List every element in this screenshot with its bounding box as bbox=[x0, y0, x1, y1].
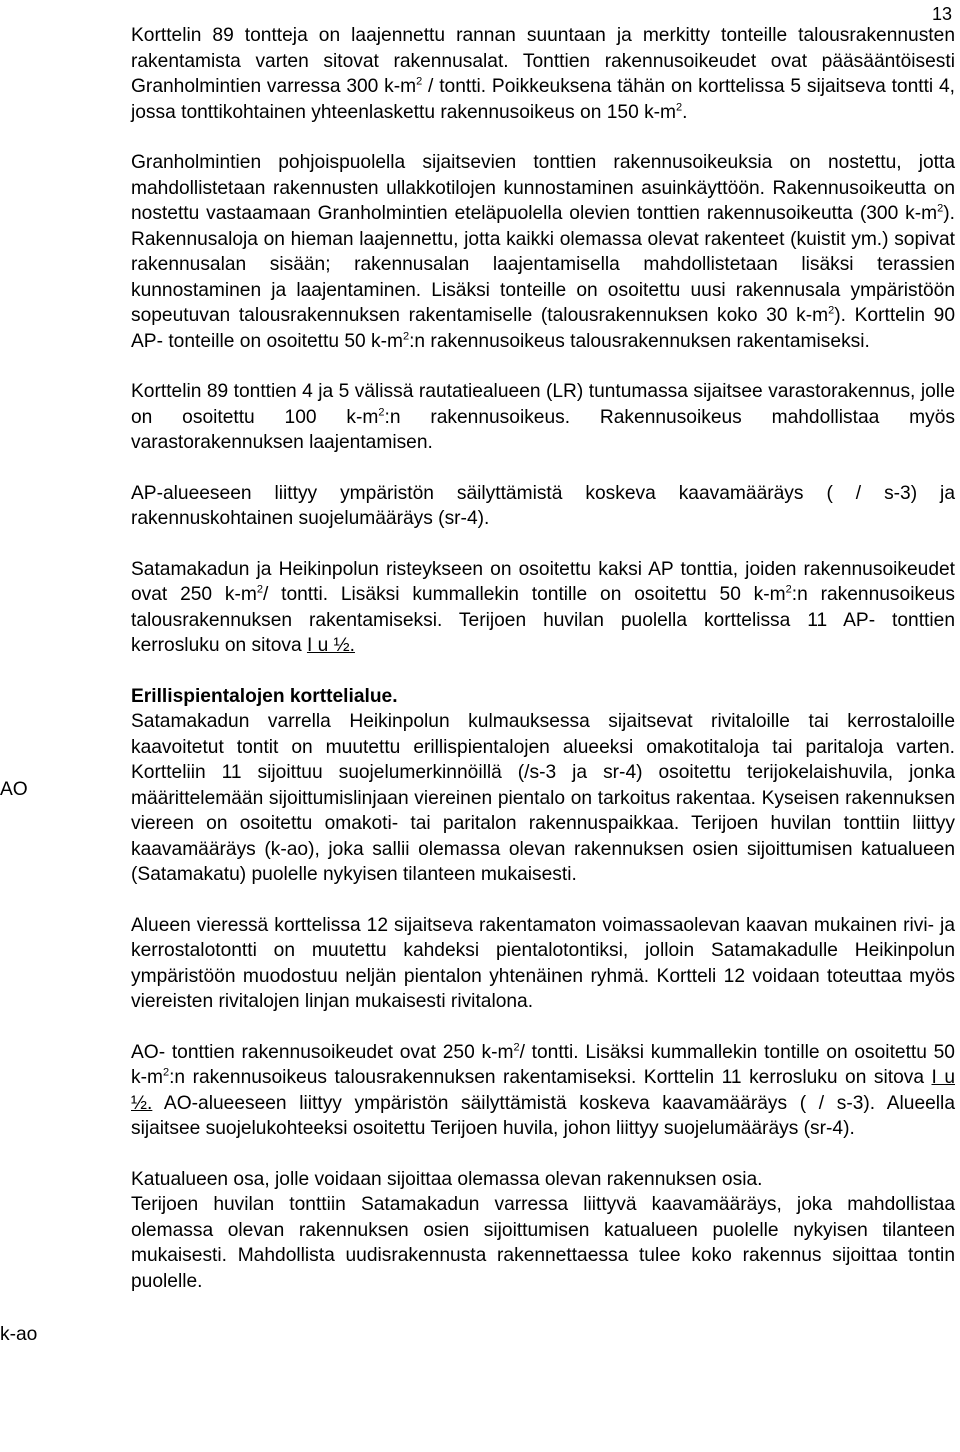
paragraph-granholmintie: Granholmintien pohjoispuolella sijaitsevien tonttien rakennusoikeuksia on nostettu, jotta mahdollistetaan rakennusten ullakkotilojen kunnostaminen asuinkäyttöön. Rakennusoikeutta on nostettu vastaamaan Granholmintien eteläpuolella olevien tonttien rakennusoikeutta (300 $k-m^2$). Rakennusaloja on hieman laajennettu, jotta kaikki olemassa olevat rakenteet (kuistit ym.) sopivat rakennusalan sisään; rakennusalan laajentamisella mahdollistetaan lisäksi terassien kunnostaminen ja laajentaminen. Lisäksi tonteille on osoitettu uusi rakennusala ympäristöön sopeutuvan talousrakennuksen rakentamiselle (talousrakennuksen koko 30 $k-m^2$). Korttelin 90 AP- tonteille on osoitettu 50 $k-m^2:n$ rakennusoikeus talousrakennuksen rakentamiseksi. bbox=[131, 152, 955, 352]
paragraph-ao-description: Satamakadun varrella Heikinpolun kulmauksessa sijaitsevat rivitaloille tai kerrostaloille kaavoitetut tontit on muutettu erillispientalojen alueeksi omakotitaloja tai paritaloja varten. Kortteliin 11 sijoittuu suojelumerkinnöillä (/s-3 ja sr-4) osoitettu terijokelaishuvila, jonka määrittelemään sijoittumislinjaan viereinen pientalo on tarkoitus rakentaa. Kyseisen rakennuksen viereen on osoitettu omakoti- tai paritalon rakennuspaikkaa. Terijoen huvilan tonttiin liittyy kaavamääräys (k-ao), joka sallii olemassa olevan rakennuksen osien sijoittumisen katualueen (Satamakatu) puolelle nykyisen tilanteen mukaisesti. bbox=[131, 711, 955, 885]
paragraph-korttelin-89-tontit: Korttelin 89 tontteja on laajennettu rannan suuntaan ja merkitty tonteille talousrakennusten rakentamista varten sitovat rakennusalat. Tonttien rakennusoikeudet ovat pääsääntöisesti Granholmintien varressa 300 $k-m^2$ / tontti. Poikkeuksena tähän on korttelissa 5 sijaitseva tontti 4, jossa tonttikohtainen yhteenlaskettu rakennusoikeus on 150 $k-m^2$. bbox=[131, 25, 955, 123]
paragraph-k-ao-definition: Katualueen osa, jolle voidaan sijoittaa olemassa olevan rakennuksen osia. bbox=[131, 1168, 763, 1190]
paragraph-varastorakennus: Korttelin 89 tonttien 4 ja 5 välissä rautatiealueen (LR) tuntumassa sijaitsee varastorakennus, jolle on osoitettu 100 $k-m^2:n$ rakennusoikeus. Rakennusoikeus mahdollistaa myös varastorakennuksen laajentamisen. bbox=[131, 381, 956, 453]
zone-label-ao: AO bbox=[0, 779, 28, 800]
paragraph-ao-rakennusoikeus: AO- tonttien rakennusoikeudet ovat 250 $k-m^2/$ tontti. Lisäksi kummallekin tontille on osoitettu 50 $k-m^2:n$ rakennusoikeus talousrakennuksen rakentamiseksi. Korttelin 11 kerrosluku on sitova I u ½. AO-alueeseen liittyy ympäristön säilyttämistä koskeva kaavamääräys ( / s-3). Alueella sijaitsee suojelukohteeksi osoitettu Terijoen huvila, johon liittyy suojelumääräys (sr-4). bbox=[131, 1041, 955, 1139]
paragraph-ap-suojelu: AP-alueeseen liittyy ympäristön säilyttämistä koskeva kaavamääräys ( / s-3) ja rakennuskohtainen suojelumääräys (sr-4). bbox=[131, 482, 955, 529]
paragraph-k-ao-description: Terijoen huvilan tonttiin Satamakadun varressa liittyvä kaavamääräys, joka mahdollistaa olemassa olevan rakennuksen osien sijoittumisen katualueen puolelle nykyisen tilanteen mukaisesti. Mahdollista uudisrakennusta rakennettaessa tulee koko rakennus sijoittaa tontin puolelle. bbox=[131, 1194, 955, 1292]
zone-label-k-ao: k-ao bbox=[0, 1324, 38, 1345]
paragraph-satamakatu-ap: Satamakadun ja Heikinpolun risteykseen on osoitettu kaksi AP tonttia, joiden rakennusoikeudet ovat 250 $k-m^2/$ tontti. Lisäksi kummallekin tontille on osoitettu 50 $k-m^2:n$ rakennusoikeus talousrakennuksen rakentamiseksi. Terijoen huvilan puolella korttelissa 11 AP- tonttien kerrosluku on sitova I u ½. bbox=[131, 558, 955, 656]
page-number: 13 bbox=[931, 4, 952, 24]
section-heading-ao: Erillispientalojen korttelialue. bbox=[131, 685, 398, 707]
paragraph-kortteli-12: Alueen vieressä korttelissa 12 sijaitseva rakentamaton voimassaolevan kaavan mukainen rivi- ja kerrostalotontti on muutettu kahdeksi pientalotontiksi, jolloin Satamakadulle Heikinpolun ympäristöön muodostuu neljän pientalon yhtenäinen ryhmä. Kortteli 12 voidaan toteuttaa myös viereisten rivitalojen linjan mukaisesti rivitalona. bbox=[131, 914, 955, 1012]
document-body bbox=[131, 23, 955, 1294]
